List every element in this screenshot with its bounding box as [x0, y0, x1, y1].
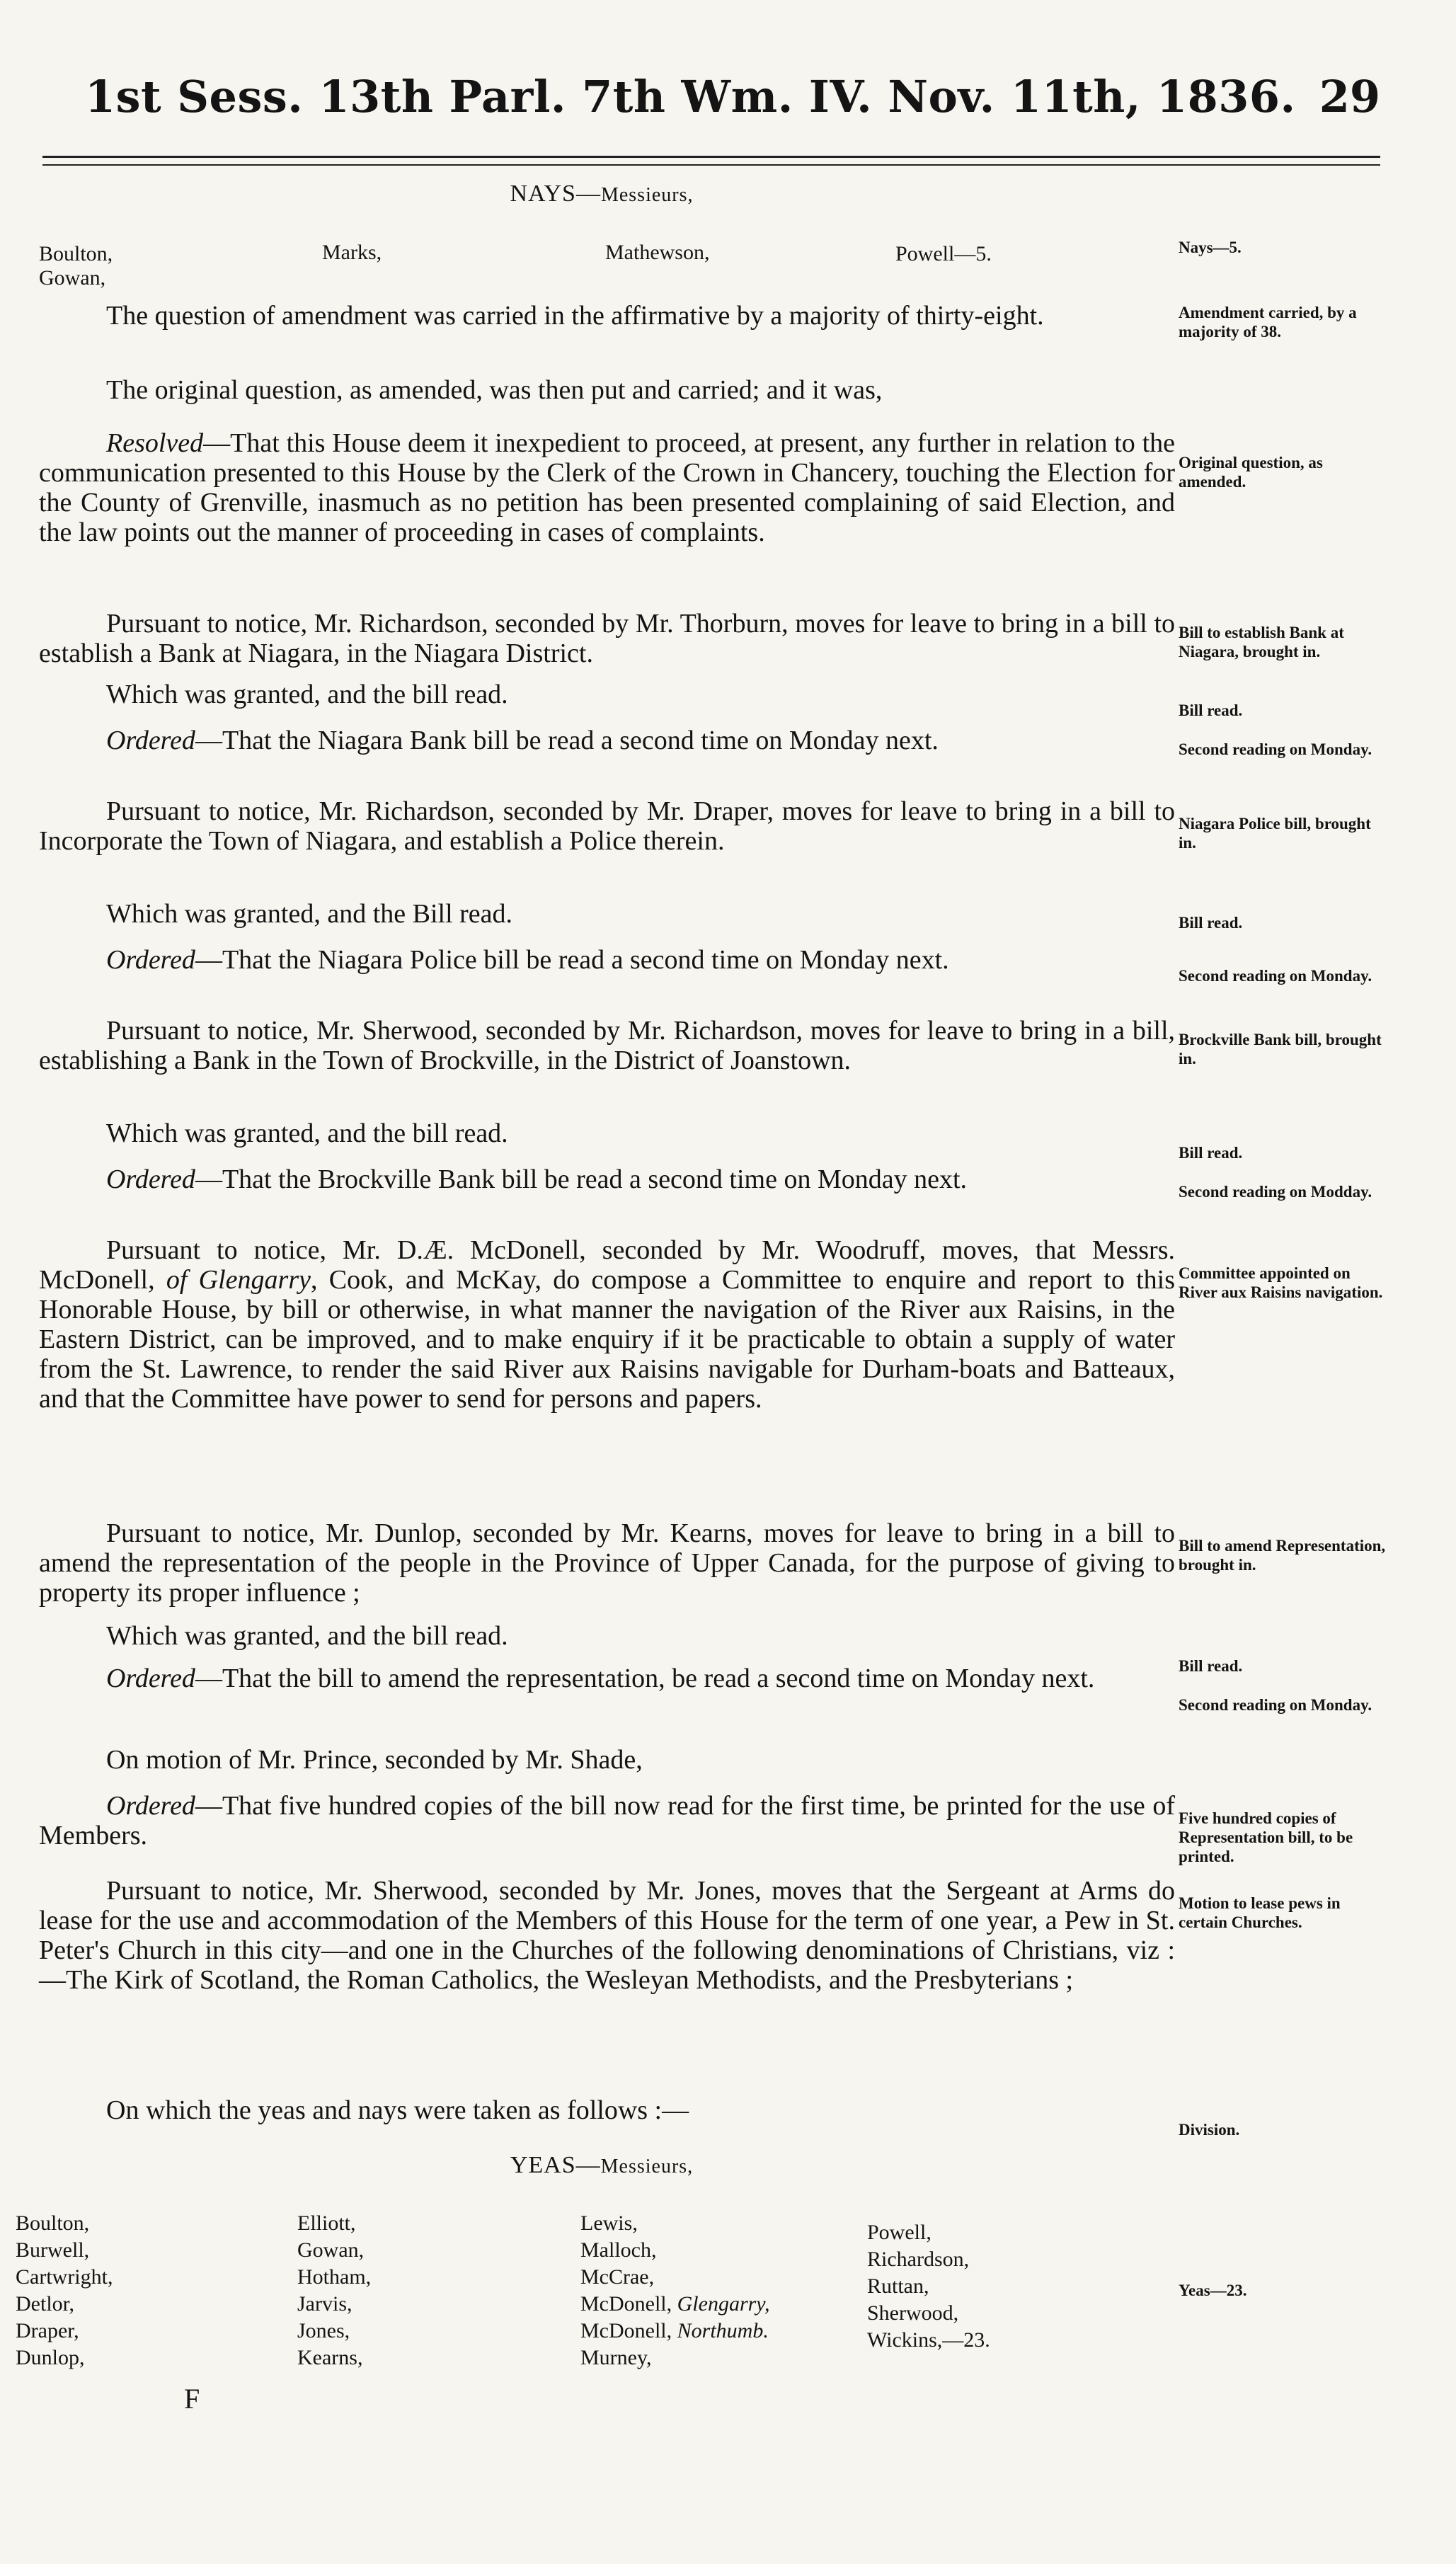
- margin-note: Bill to establish Bank at Niagara, brought in.: [1179, 624, 1344, 660]
- paragraph: Pursuant to notice, Mr. Sherwood, seconded by Mr. Richardson, moves for leave to bring in a bill, establishing a Bank in the Town of Brockville, in the District of Joanstown.: [39, 1016, 1175, 1075]
- paragraph: Which was granted, and the bill read.: [106, 680, 508, 709]
- yeas-column-1: [16, 2210, 113, 2371]
- margin-note: Original question, as amended.: [1179, 454, 1323, 491]
- paragraph: Which was granted, and the Bill read.: [106, 899, 513, 929]
- paragraph: Pursuant to notice, Mr. Dunlop, seconded by Mr. Kearns, moves for leave to bring in a bill to amend the representation of the people in the Province of Upper Canada, for the purpose of giving to property its proper influence ;: [39, 1518, 1175, 1608]
- paragraph: The original question, as amended, was then put and carried; and it was,: [106, 375, 883, 405]
- yeas-name: Lewis,: [580, 2211, 638, 2235]
- yeas-name: Hotham,: [297, 2265, 372, 2289]
- yeas-name: Wickins,—23.: [867, 2328, 990, 2352]
- yeas-name: Jones,: [297, 2319, 350, 2342]
- margin-note: Five hundred copies of Representation bill, to be printed.: [1179, 1809, 1353, 1865]
- yeas-name: Gowan,: [297, 2238, 365, 2262]
- yeas-name: Boulton,: [16, 2211, 90, 2235]
- paragraph: Pursuant to notice, Mr. Richardson, seconded by Mr. Draper, moves for leave to bring in a bill to Incorporate the Town of Niagara, and establish a Police therein.: [39, 796, 1175, 856]
- yeas-name-district: Northumb.: [677, 2319, 769, 2342]
- ordered-text: —That the Niagara Bank bill be read a second time on Monday next.: [195, 726, 939, 755]
- margin-note: Amendment carried, by a majority of 38.: [1179, 304, 1357, 340]
- yeas-heading-main: YEAS—: [510, 2152, 601, 2178]
- margin-note: Brockville Bank bill, brought in.: [1179, 1031, 1382, 1068]
- yeas-name: McCrae,: [580, 2265, 655, 2289]
- margin-note: Second reading on Modday.: [1179, 1183, 1372, 1201]
- margin-note: Division.: [1179, 2121, 1240, 2139]
- resolved-text: —That this House deem it inexpedient to proceed, at present, any further in relation to the communication presented to this House by the Clerk of the Crown in Chancery, touching the Election for the County of Grenville, inasmuch as no petition has been presented complaining of said Election, and the law points out the manner of proceeding in cases of complaints.: [39, 428, 1175, 547]
- committee-text-a: Pursuant to notice, Mr. D.Æ. McDonell, seconded by Mr. Woodruff, moves, that Messrs. McDonell,: [39, 1235, 1175, 1295]
- ordered-text: —That five hundred copies of the bill now read for the first time, be printed for the use of Members.: [39, 1791, 1175, 1850]
- yeas-name: Sherwood,: [867, 2301, 959, 2325]
- yeas-name: Malloch,: [580, 2238, 657, 2262]
- ordered-lead: Ordered: [106, 945, 195, 975]
- paragraph-ordered: [39, 1664, 1175, 1693]
- yeas-name: McDonell,: [580, 2292, 677, 2316]
- yeas-name: Dunlop,: [16, 2346, 85, 2369]
- ordered-lead: Ordered: [106, 1791, 195, 1821]
- yeas-name-northumb: [580, 2318, 769, 2345]
- margin-note: Committee appointed on River aux Raisins navigation.: [1179, 1264, 1383, 1301]
- margin-note: Second reading on Monday.: [1179, 740, 1372, 758]
- yeas-column-2: [297, 2210, 371, 2371]
- margin-note: Bill read.: [1179, 1657, 1243, 1675]
- yeas-name-district: Glengarry,: [677, 2292, 770, 2316]
- running-head-title: 1st Sess. 13th Parl. 7th Wm. IV. Nov. 11th, 1836.: [85, 71, 1296, 122]
- yeas-heading-messieurs: Messieurs,: [600, 2156, 694, 2177]
- ordered-lead: Ordered: [106, 726, 195, 755]
- yeas-name: Ruttan,: [867, 2274, 929, 2298]
- ordered-lead: Ordered: [106, 1164, 195, 1194]
- page-number: 29: [1319, 71, 1380, 122]
- margin-note: Bill read.: [1179, 702, 1243, 719]
- ordered-text: —That the Brockville Bank bill be read a second time on Monday next.: [195, 1164, 968, 1194]
- paragraph-ordered: [39, 945, 1175, 975]
- committee-text-b: , Cook, and McKay, do compose a Committee to enquire and report to this Honorable House, by bill or otherwise, in what manner the navigation of the River aux Raisins, in the Eastern District, can be improved, and to make enquiry if it be practicable to obtain a supply of water from the St. Lawrence, to render the said River aux Raisins navigable for Durham-boats and Batteaux, and that the Committee have power to send for persons and papers.: [39, 1265, 1175, 1414]
- nays-heading-main: NAYS—: [510, 181, 601, 207]
- nays-name: Boulton,: [39, 242, 113, 265]
- ordered-text: —That the bill to amend the representation, be read a second time on Monday next.: [195, 1664, 1095, 1693]
- paragraph: Which was granted, and the bill read.: [106, 1621, 508, 1651]
- yeas-name: Draper,: [16, 2319, 79, 2342]
- yeas-name: Detlor,: [16, 2292, 74, 2316]
- paragraph: On which the yeas and nays were taken as follows :—: [106, 2095, 689, 2125]
- margin-note: Bill to amend Representation, brought in.: [1179, 1537, 1386, 1574]
- paragraph: The question of amendment was carried in the affirmative by a majority of thirty-eight.: [106, 301, 1044, 331]
- yeas-name-glengarry: [580, 2291, 769, 2318]
- yeas-name: Murney,: [580, 2346, 652, 2369]
- margin-note: Bill read.: [1179, 1144, 1243, 1162]
- paragraph-ordered: [39, 1164, 1175, 1194]
- yeas-name: Jarvis,: [297, 2292, 352, 2316]
- margin-note: Yeas—23.: [1179, 2282, 1247, 2299]
- yeas-name: Richardson,: [867, 2248, 970, 2271]
- yeas-heading: [0, 2152, 1203, 2179]
- ordered-lead: Ordered: [106, 1664, 195, 1693]
- nays-name: Marks,: [322, 241, 382, 264]
- yeas-name: Powell,: [867, 2221, 932, 2244]
- margin-note: Second reading on Monday.: [1179, 1696, 1372, 1714]
- nays-heading-messieurs: Messieurs,: [600, 184, 694, 206]
- margin-note: Nays—5.: [1179, 239, 1242, 256]
- paragraph-ordered: [39, 726, 1175, 755]
- nays-name: Mathewson,: [605, 241, 710, 264]
- paragraph-committee: [39, 1235, 1175, 1414]
- yeas-name: McDonell,: [580, 2319, 677, 2342]
- nays-name: Gowan,: [39, 266, 106, 290]
- ordered-text: —That the Niagara Police bill be read a second time on Monday next.: [195, 945, 949, 975]
- yeas-name: Kearns,: [297, 2346, 363, 2369]
- signature-mark: F: [184, 2383, 200, 2415]
- paragraph: Which was granted, and the bill read.: [106, 1118, 508, 1148]
- yeas-name: Cartwright,: [16, 2265, 113, 2289]
- committee-text-italic: of Glengarry: [166, 1265, 311, 1295]
- paragraph: On motion of Mr. Prince, seconded by Mr. Shade,: [106, 1745, 643, 1775]
- paragraph-resolved: [39, 428, 1175, 547]
- yeas-name: Burwell,: [16, 2238, 90, 2262]
- yeas-name: Elliott,: [297, 2211, 356, 2235]
- margin-note: Bill read.: [1179, 914, 1243, 932]
- paragraph: Pursuant to notice, Mr. Sherwood, seconded by Mr. Jones, moves that the Sergeant at Arms do lease for the use and accommodation of the Members of this House for the term of one year, a Pew in St. Peter's Church in this city—and one in the Churches of the following denominations of Christians, viz :—The Kirk of Scotland, the Roman Catholics, the Wesleyan Methodists, and the Presbyterians ;: [39, 1876, 1175, 1995]
- nays-name: Powell—5.: [895, 242, 992, 265]
- yeas-column-3: [580, 2210, 769, 2371]
- yeas-column-4: [867, 2219, 990, 2354]
- body-text: [39, 0, 1175, 2336]
- resolved-lead: Resolved: [106, 428, 204, 458]
- margin-note: Motion to lease pews in certain Churches.: [1179, 1894, 1341, 1931]
- paragraph: Pursuant to notice, Mr. Richardson, seconded by Mr. Thorburn, moves for leave to bring in a bill to establish a Bank at Niagara, in the Niagara District.: [39, 609, 1175, 668]
- margin-note: Second reading on Monday.: [1179, 967, 1372, 985]
- paragraph-ordered: [39, 1791, 1175, 1850]
- margin-note: Niagara Police bill, brought in.: [1179, 815, 1371, 852]
